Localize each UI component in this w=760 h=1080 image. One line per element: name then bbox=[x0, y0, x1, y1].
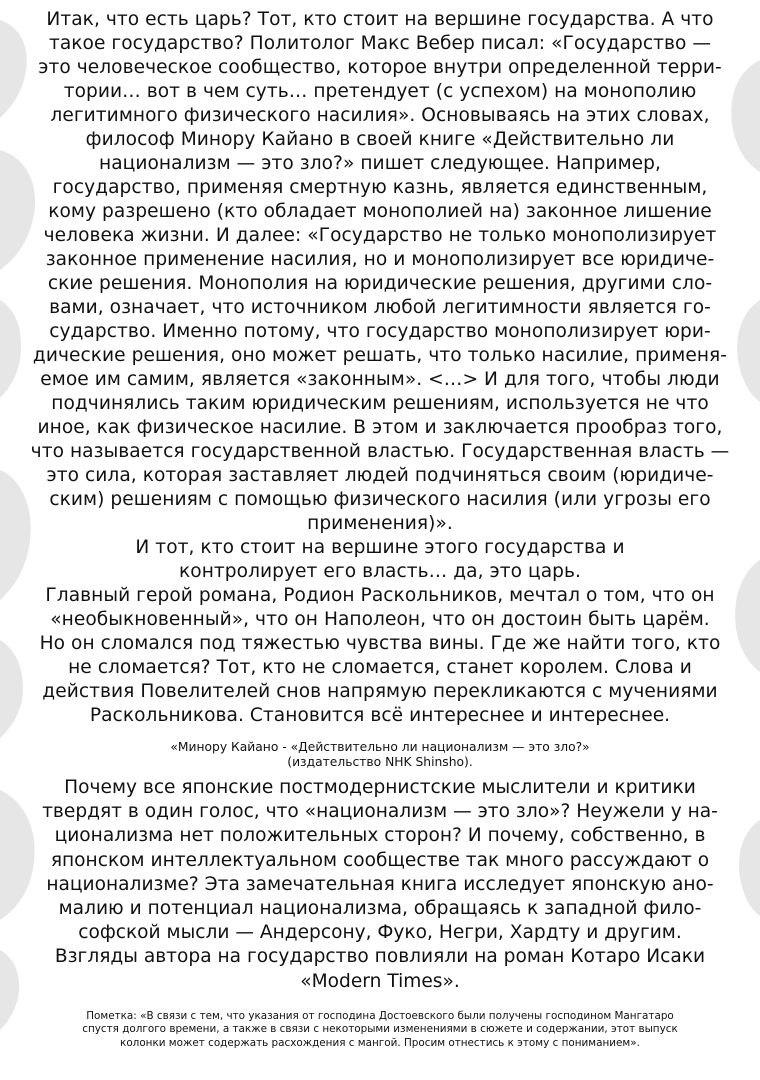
blurb-line: «Modern Times». bbox=[300, 970, 460, 992]
text-line: законное применение насилия, но и монополизирует все юридиче- bbox=[45, 249, 715, 270]
column-page bbox=[16, 8, 744, 1074]
text-line: Главный герой романа, Родион Раскольников, мечтал о том, что он bbox=[45, 585, 715, 606]
text-line: применения)». bbox=[307, 513, 453, 534]
blurb-line: софской мысли — Андерсону, Фуко, Негри, Хардту и другим. bbox=[78, 922, 682, 944]
citation-line: (издательство NHK Shinsho). bbox=[287, 755, 473, 769]
citation-line: «Минору Кайано - «Действительно ли национализм — это зло?» bbox=[170, 740, 590, 754]
main-article bbox=[16, 8, 744, 728]
blurb-line: ционализма нет положительных сторон? И почему, собственно, в bbox=[54, 825, 706, 847]
text-line: контролирует его власть… да, это царь. bbox=[179, 561, 581, 582]
text-line: человека жизни. И далее: «Государство не только монополизирует bbox=[43, 225, 717, 246]
footnote-line: спустя долгого времени, а также в связи с некоторыми изменениями в сюжете и содержании, этот выпуск bbox=[82, 1023, 678, 1036]
translator-note bbox=[16, 1010, 744, 1051]
blurb-line: Почему все японские постмодернистские мыслители и критики bbox=[64, 777, 696, 798]
book-blurb bbox=[16, 776, 744, 994]
text-line: сударство. Именно потому, что государство монополизирует юри- bbox=[49, 321, 711, 342]
footnote-line: Пометка: «В связи с тем, что указания от господина Достоевского были получены господином Мангатаро bbox=[86, 1009, 674, 1022]
text-line: дические решения, оно может решать, что только насилие, применя- bbox=[32, 345, 728, 366]
text-line: «необыкновенный», что он Наполеон, что он достоин быть царём. bbox=[50, 609, 710, 630]
blurb-line: твердят в один голос, что «национализм — это зло»? Неужели у на- bbox=[42, 801, 718, 823]
text-line: Но он сломался под тяжестью чувства вины. Где же найти того, кто bbox=[39, 633, 721, 654]
text-line: это человеческое сообщество, которое внутри определенной терри- bbox=[38, 57, 722, 78]
text-line: Раскольникова. Становится всё интереснее и интереснее. bbox=[89, 705, 671, 726]
blurb-line: малию и потенциал национализма, обращаясь к западной фило- bbox=[58, 898, 702, 920]
text-line: философ Минору Кайано в своей книге «Действительно ли bbox=[85, 129, 675, 150]
text-line: иное, как физическое насилие. В этом и заключается прообраз того, bbox=[37, 417, 723, 438]
text-line: национализм — это зло?» пишет следующее. Например, bbox=[99, 153, 661, 174]
text-line: государство, применяя смертную казнь, является единственным, bbox=[52, 177, 708, 198]
text-line: действия Повелителей снов напрямую перекликаются с мучениями bbox=[42, 681, 718, 702]
text-line: тории… вот в чем суть… претендует (с успехом) на монополию bbox=[63, 81, 697, 102]
text-line: кому разрешено (кто обладает монополией на) законное лишение bbox=[48, 201, 712, 222]
text-line: это сила, которая заставляет людей подчиняться своим (юридиче- bbox=[46, 465, 714, 486]
text-line: не сломается? Тот, кто не сломается, станет королем. Слова и bbox=[68, 657, 692, 678]
blurb-line: Взгляды автора на государство повлияли на роман Котаро Исаки bbox=[54, 946, 706, 968]
text-line: Итак, что есть царь? Тот, кто стоит на вершине государства. А что bbox=[46, 9, 714, 30]
text-line: емое им самим, является «законным». <…> И для того, чтобы люди bbox=[40, 369, 720, 390]
text-line: вами, означает, что источником любой легитимности является го- bbox=[49, 297, 711, 318]
blurb-line: японском интеллектуальном сообществе так много рассуждают о bbox=[50, 849, 710, 871]
blurb-line: национализме? Эта замечательная книга исследует японскую ано- bbox=[46, 873, 714, 895]
text-line: ские решения. Монополия на юридические решения, другими сло- bbox=[47, 273, 713, 294]
text-line: что называется государственной властью. Государственная власть — bbox=[30, 441, 730, 462]
text-line: легитимного физического насилия». Основываясь на этих словах, bbox=[50, 105, 710, 126]
footnote-line: колонки может содержать расхождения с мангой. Просим отнестись к этому с пониманием». bbox=[120, 1036, 640, 1049]
text-line: И тот, кто стоит на вершине этого государства и bbox=[135, 537, 625, 558]
text-line: такое государство? Политолог Макс Вебер писал: «Государство — bbox=[48, 33, 712, 54]
text-line: подчинялись таким юридическим решениям, используется не что bbox=[51, 393, 709, 414]
text-line: ским) решениям с помощью физического насилия (или угрозы его bbox=[49, 489, 711, 510]
book-citation bbox=[16, 740, 744, 770]
